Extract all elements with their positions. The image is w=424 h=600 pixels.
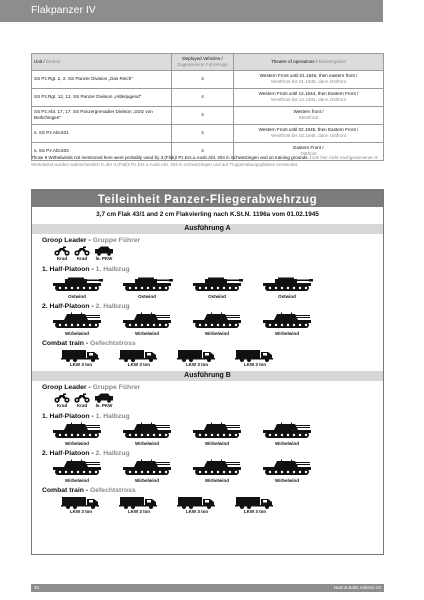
vehicle-label: Ostwind	[138, 294, 156, 299]
vehicle-label: LKW 3 ton	[185, 509, 209, 514]
section-label	[32, 339, 383, 349]
vehicle-label: LKW 3 ton	[243, 509, 267, 514]
section-label	[32, 383, 383, 393]
section-label-en: 2. Half-Platoon	[42, 303, 90, 310]
wirbelwind-tank-icon	[191, 459, 243, 478]
section-label-sep: -	[86, 384, 93, 391]
column-header-theatre: Theatre of operations / Einsatzgebiet	[234, 54, 384, 71]
vehicle-label: LKW 3 ton	[185, 362, 209, 367]
table-header-row	[32, 54, 384, 71]
vehicle-label: Wirbelwind	[65, 331, 89, 336]
theatre-en: Western Front until 02.1945, then Eastern Front /	[258, 127, 359, 133]
section-label-en: Combat train	[42, 340, 84, 347]
table-row	[32, 106, 384, 124]
section-label-de: Gruppe Führer	[92, 384, 141, 391]
theatre-de: Westfront bis 02.1945, dann Ostfront	[271, 133, 346, 139]
section-label-sep: -	[89, 303, 96, 310]
page-number: 34	[34, 585, 40, 590]
vehicle-unit	[252, 459, 322, 484]
vehicle-unit	[72, 246, 92, 263]
section-label	[32, 302, 383, 312]
column-header-unit: Unit / Einheit	[32, 54, 172, 71]
theatre-de: Westfront bis 12.1944, dann Ostfront	[271, 97, 346, 103]
section-label-en: Groop Leader	[42, 237, 87, 244]
vehicle-unit	[42, 312, 112, 337]
ostwind-tank-icon	[261, 275, 313, 294]
cell-unit: SS Pz.Rgt. 12, 12. SS Panzer Division „Hitlerjugend"	[32, 88, 172, 106]
section-label-sep: -	[86, 237, 93, 244]
vehicle-row	[32, 275, 383, 300]
section-label-en: 1. Half-Platoon	[42, 266, 90, 273]
cell-vehicles: 4	[172, 124, 234, 142]
truck-icon	[235, 349, 275, 362]
vehicle-unit	[252, 275, 322, 300]
truck-icon	[119, 349, 159, 362]
motorcycle-icon	[74, 246, 90, 256]
cell-vehicles: 4	[172, 142, 234, 160]
wirbelwind-tank-icon	[121, 422, 173, 441]
section-label-en: Groop Leader	[42, 384, 87, 391]
section-label-sep: -	[89, 266, 96, 273]
vehicle-row	[32, 496, 383, 515]
org-chart-title: Teileinheit Panzer-Fliegerabwehrzug	[97, 194, 318, 206]
vehicle-label: Krad	[56, 256, 68, 261]
vehicle-unit	[92, 246, 116, 263]
vehicle-label: Ostwind	[208, 294, 226, 299]
ostwind-tank-icon	[191, 275, 243, 294]
vehicle-unit	[52, 496, 110, 515]
vehicle-unit	[112, 422, 182, 447]
vehicle-unit	[110, 349, 168, 368]
footer-bar	[31, 584, 384, 592]
vehicle-row	[32, 422, 383, 447]
vehicle-unit	[182, 459, 252, 484]
organization-chart	[31, 189, 384, 555]
wirbelwind-tank-icon	[261, 459, 313, 478]
vehicle-row	[32, 459, 383, 484]
vehicle-row	[32, 246, 383, 263]
org-chart-subtitle: 3,7 cm Flak 43/1 and 2 cm Flakvierling nach K.St.N. 1196a vom 01.02.1945	[96, 211, 319, 218]
theatre-en: Western front /	[293, 109, 324, 115]
vehicle-row	[32, 349, 383, 368]
cell-vehicles: 4	[172, 70, 234, 88]
cell-unit: SS Pz.Abt. 17, 17. SS Panzergrenadier Division „Götz von Berlichingen"	[32, 106, 172, 124]
vehicle-unit	[226, 349, 284, 368]
vehicle-label: Wirbelwind	[135, 478, 159, 483]
vehicle-unit	[112, 459, 182, 484]
vehicle-unit	[42, 422, 112, 447]
cell-theatre	[234, 106, 384, 124]
section-label	[32, 236, 383, 246]
publication-name: Nuts & Bolts Volume 23	[333, 585, 381, 590]
wirbelwind-tank-icon	[51, 422, 103, 441]
table-row	[32, 124, 384, 142]
vehicle-row	[32, 312, 383, 337]
section-label-sep: -	[83, 487, 90, 494]
vehicle-label: Wirbelwind	[205, 441, 229, 446]
variant-header: Ausführung B	[32, 371, 383, 381]
vehicle-unit	[226, 496, 284, 515]
section-label-de: 1. Halbzug	[95, 413, 130, 420]
wirbelwind-tank-icon	[191, 422, 243, 441]
cell-unit: s. SS Pz.Abt.501	[32, 124, 172, 142]
page-title: Flakpanzer IV	[31, 4, 96, 16]
vehicle-unit	[168, 496, 226, 515]
section-label	[32, 449, 383, 459]
vehicle-label: LKW 3 ton	[243, 362, 267, 367]
vehicle-unit	[112, 312, 182, 337]
vehicle-label: LKW 3 ton	[127, 362, 151, 367]
section-label-en: 2. Half-Platoon	[42, 450, 90, 457]
vehicle-label: Wirbelwind	[135, 441, 159, 446]
vehicle-label: LKW 3 ton	[69, 362, 93, 367]
ostwind-tank-icon	[121, 275, 173, 294]
section-label-en: Combat train	[42, 487, 84, 494]
wirbelwind-tank-icon	[191, 312, 243, 331]
cell-theatre	[234, 124, 384, 142]
section-label-sep: -	[89, 450, 96, 457]
cell-unit: s. SS Pz.Abt.503	[32, 142, 172, 160]
theatre-en: Western Front until 01.1945, then eastern front /	[259, 73, 358, 79]
wirbelwind-tank-icon	[51, 312, 103, 331]
truck-icon	[61, 496, 101, 509]
wirbelwind-tank-icon	[261, 422, 313, 441]
vehicle-unit	[168, 349, 226, 368]
vehicle-unit	[52, 349, 110, 368]
cell-unit: SS Pz.Rgt. 2, 2. SS Panzer Division „Das Reich"	[32, 70, 172, 88]
vehicle-label: LKW 3 ton	[69, 509, 93, 514]
motorcycle-icon	[54, 246, 70, 256]
header-bar	[0, 0, 383, 22]
vehicle-unit	[42, 459, 112, 484]
table-row	[32, 70, 384, 88]
vehicle-unit	[182, 422, 252, 447]
vehicle-label: Wirbelwind	[275, 478, 299, 483]
section-label	[32, 412, 383, 422]
org-chart-title-bar	[32, 190, 383, 207]
section-label-de: 2. Halbzug	[95, 303, 130, 310]
vehicle-unit	[72, 393, 92, 410]
vehicle-label: LKW 3 ton	[127, 509, 151, 514]
section-label-de: Gefechtstross	[89, 487, 136, 494]
vehicle-label: le. PKW	[95, 403, 113, 408]
vehicle-unit	[42, 275, 112, 300]
truck-icon	[177, 349, 217, 362]
vehicle-label: Ostwind	[68, 294, 86, 299]
wirbelwind-tank-icon	[121, 459, 173, 478]
units-table	[31, 53, 384, 161]
vehicle-unit	[182, 275, 252, 300]
vehicle-unit	[182, 312, 252, 337]
car-icon	[94, 246, 114, 256]
section-label-de: 1. Halbzug	[95, 266, 130, 273]
table-row	[32, 88, 384, 106]
vehicle-unit	[52, 246, 72, 263]
section-label-sep: -	[83, 340, 90, 347]
vehicle-row	[32, 393, 383, 410]
motorcycle-icon	[74, 393, 90, 403]
section-label	[32, 486, 383, 496]
theatre-en: Western Front until 12.1944, then Eastern Front /	[258, 91, 359, 97]
vehicle-label: Wirbelwind	[205, 331, 229, 336]
vehicle-label: Wirbelwind	[65, 441, 89, 446]
motorcycle-icon	[54, 393, 70, 403]
cell-theatre	[234, 88, 384, 106]
vehicle-unit	[252, 312, 322, 337]
truck-icon	[61, 349, 101, 362]
cell-theatre	[234, 70, 384, 88]
vehicle-label: Wirbelwind	[275, 331, 299, 336]
wirbelwind-tank-icon	[51, 459, 103, 478]
variant-header: Ausführung A	[32, 224, 383, 234]
vehicle-unit	[112, 275, 182, 300]
theatre-de: Westfront bis 01.1945, dann Ostfront	[271, 79, 346, 85]
vehicle-label: Ostwind	[278, 294, 296, 299]
vehicle-label: Krad	[76, 256, 88, 261]
table-footnote: Those 9 Wirbelwinds not mentioned here were probably used by 3.(Flak)/ Pz.Ers.u.Ausb.Abt. 204 in Schwetzingen and on training grounds. / Die hier nicht nachgewiesenen 9 Wirbelwind wurden wahrscheinlich in der 3.(Flak)/ Pz.Ers.u.Ausb.Abt. 204 in Schwetzingen und auf Truppenübungsplätzen verwendet.	[31, 155, 378, 167]
vehicle-label: Wirbelwind	[275, 441, 299, 446]
vehicle-unit	[52, 393, 72, 410]
truck-icon	[119, 496, 159, 509]
vehicle-label: Wirbelwind	[65, 478, 89, 483]
section-label-de: 2. Halbzug	[95, 450, 130, 457]
vehicle-label: Wirbelwind	[205, 478, 229, 483]
vehicle-unit	[92, 393, 116, 410]
theatre-de: Westfront	[298, 115, 319, 121]
vehicle-label: Krad	[76, 403, 88, 408]
wirbelwind-tank-icon	[121, 312, 173, 331]
vehicle-label: le. PKW	[95, 256, 113, 261]
wirbelwind-tank-icon	[261, 312, 313, 331]
theatre-de: Ostfront	[300, 151, 317, 157]
vehicle-label: Krad	[56, 403, 68, 408]
vehicle-unit	[252, 422, 322, 447]
cell-vehicles: 4	[172, 106, 234, 124]
section-label-de: Gruppe Führer	[92, 237, 141, 244]
car-icon	[94, 393, 114, 403]
vehicle-unit	[110, 496, 168, 515]
cell-vehicles: 4	[172, 88, 234, 106]
truck-icon	[235, 496, 275, 509]
section-label-en: 1. Half-Platoon	[42, 413, 90, 420]
truck-icon	[177, 496, 217, 509]
section-label-de: Gefechtstross	[89, 340, 136, 347]
ostwind-tank-icon	[51, 275, 103, 294]
column-header-vehicles: Deployed Vehicles / Zugewiesene Fahrzeuge	[172, 54, 234, 71]
theatre-en: Eastern Front /	[293, 145, 324, 151]
vehicle-label: Wirbelwind	[135, 331, 159, 336]
section-label-sep: -	[89, 413, 96, 420]
section-label	[32, 265, 383, 275]
